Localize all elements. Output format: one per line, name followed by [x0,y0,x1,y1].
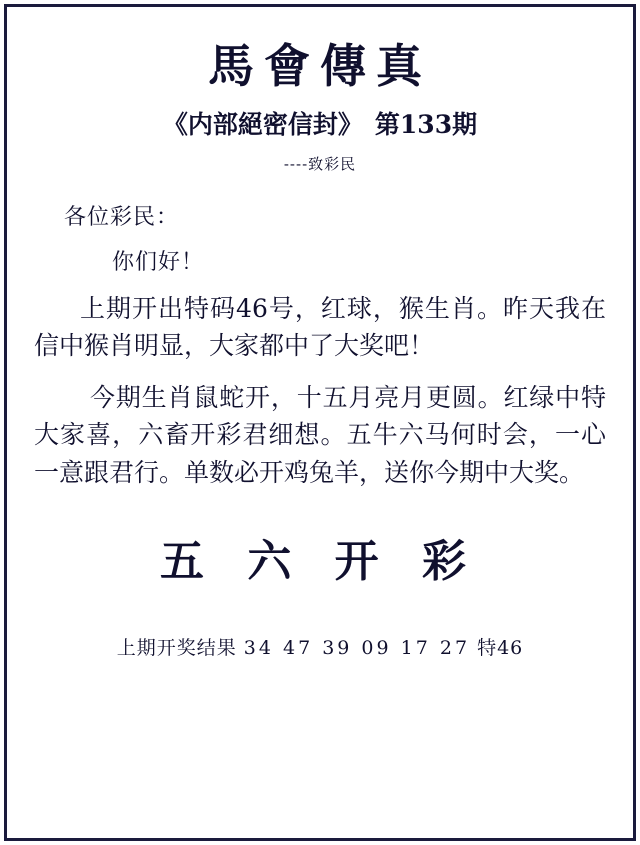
results-special: 特46 [477,637,524,660]
issue-number: 第133期 [374,109,478,139]
body-paragraph-1: 上期开出特码46号，红球，猴生肖。昨天我在信中猴肖明显，大家都中了大奖吧！ [34,293,606,361]
page-title: 馬會傳真 [208,39,432,93]
salutation-text: 各位彩民： [64,204,180,230]
greeting-text: 你们好！ [112,249,205,275]
body-paragraph-2: 今期生肖鼠蛇开，十五月亮月更圆。红绿中特大家喜，六畜开彩君细想。五牛六马何时会，一心一意跟君行。单数必开鸡兔羊，送你今期中大奖。 [34,382,606,487]
subtitle-text: 《内部絕密信封》 [162,109,363,139]
subtitle-row [34,105,606,141]
results-numbers: 34 47 39 09 17 27 [243,637,471,660]
results-row [34,633,606,660]
dedication-text: ----致彩民 [283,154,357,173]
highlight-line: 五 六 开 彩 [160,536,480,588]
results-label: 上期开奖结果 [116,637,237,660]
